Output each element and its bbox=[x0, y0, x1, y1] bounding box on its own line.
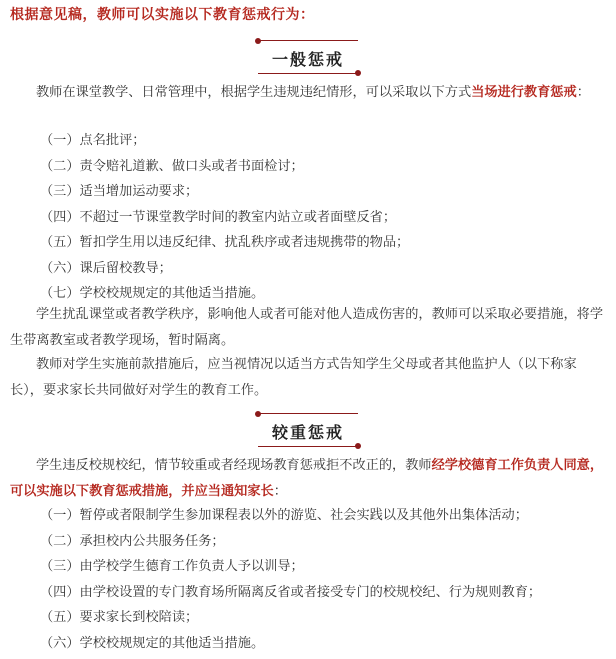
title-rule-bottom bbox=[258, 446, 358, 447]
list-item: （五）暂扣学生用以违反纪律、扰乱秩序或者违规携带的物品； bbox=[40, 235, 410, 250]
list-item: （一）暂停或者限制学生参加课程表以外的游览、社会实践以及其他外出集体活动； bbox=[40, 508, 528, 523]
list-item: （四）由学校设置的专门教育场所隔离反省或者接受专门的校规校纪、行为规则教育； bbox=[40, 584, 542, 600]
list-item: （二）责令赔礼道歉、做口头或者书面检讨； bbox=[40, 158, 304, 174]
section-title-serious bbox=[0, 411, 616, 449]
section-title-text: 一般惩戒 bbox=[271, 50, 344, 69]
section-title-general bbox=[0, 38, 616, 76]
title-dot bbox=[355, 443, 361, 449]
list-item: （六）课后留校教导； bbox=[40, 260, 172, 276]
list-item: （四）不超过一节课堂教学时间的教室内站立或者面壁反省； bbox=[40, 209, 397, 225]
section-title-text: 较重惩戒 bbox=[271, 423, 344, 442]
intro-emphasis: 当场进行教育惩戒 bbox=[471, 85, 577, 100]
list-item: （七）学校校规规定的其他适当措施。 bbox=[40, 286, 265, 301]
list-item: （五）要求家长到校陪读； bbox=[40, 610, 199, 625]
measures-list-serious bbox=[40, 503, 541, 656]
paragraph-notify-parents: 教师对学生实施前款措施后，应当视情况以适当方式告知学生父母或者其他监护人（以下称家长），要求家长共同做好对学生的教育工作。 bbox=[10, 357, 577, 398]
paragraph-removal: 学生扰乱课堂或者教学秩序，影响他人或者可能对他人造成伤害的，教师可以采取必要措施，将学生带离教室或者教学现场，暂时隔离。 bbox=[10, 307, 604, 348]
intro-text-end: ： bbox=[273, 483, 287, 499]
measures-list-general bbox=[40, 128, 409, 307]
title-rule-top bbox=[258, 413, 358, 414]
list-item: （三）由学校学生德育工作负责人予以训导； bbox=[40, 559, 304, 574]
intro-emphasis: 经学校德育工作负责人同意，可以实施以下教育惩戒措施，并应当通知家长 bbox=[10, 458, 604, 499]
list-item: （二）承担校内公共服务任务； bbox=[40, 533, 225, 549]
title-rule-bottom bbox=[258, 73, 358, 74]
section-intro-serious bbox=[10, 453, 606, 504]
section-intro-general bbox=[10, 80, 606, 106]
list-item: （六）学校校规规定的其他适当措施。 bbox=[40, 635, 265, 651]
intro-text-end: ： bbox=[576, 85, 590, 100]
intro-heading: 根据意见稿，教师可以实施以下教育惩戒行为： bbox=[10, 7, 315, 23]
list-item: （三）适当增加运动要求； bbox=[40, 184, 199, 199]
title-rule-top bbox=[258, 40, 358, 41]
list-item: （一）点名批评； bbox=[40, 133, 146, 148]
intro-text: 学生违反校规校纪，情节较重或者经现场教育惩戒拒不改正的，教师 bbox=[36, 458, 432, 473]
title-dot bbox=[255, 38, 261, 44]
intro-text: 教师在课堂教学、日常管理中，根据学生违规违纪情形，可以采取以下方式 bbox=[36, 85, 472, 100]
title-dot bbox=[355, 70, 361, 76]
title-dot bbox=[255, 411, 261, 417]
